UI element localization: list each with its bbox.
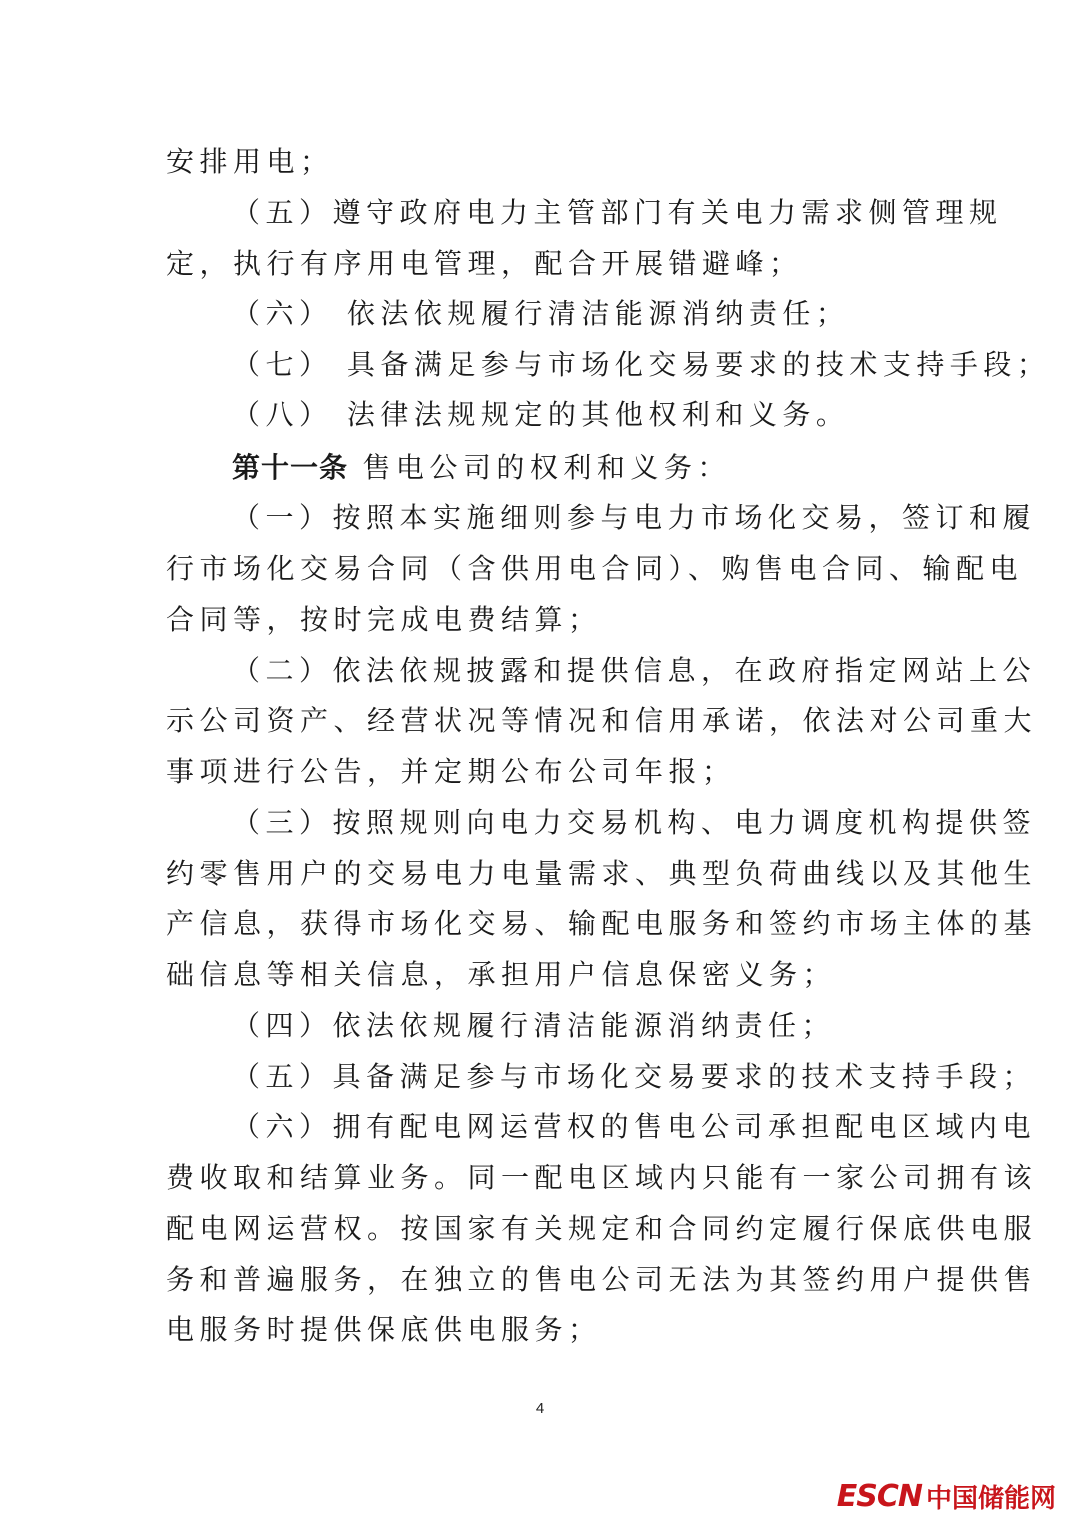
watermark-latin: ESCN [836,1478,922,1514]
text-line: 配电网运营权。按国家有关规定和合同约定履行保底供电服 [166,1212,1038,1245]
text-line: （五）遵守政府电力主管部门有关电力需求侧管理规 [232,196,1003,229]
page-number: 4 [535,1400,545,1417]
text-line: （五）具备满足参与市场化交易要求的技术支持手段； [232,1060,1037,1093]
watermark-chinese: 中国储能网 [925,1483,1056,1514]
text-line: 电服务时提供保底供电服务； [166,1313,602,1346]
text-line: 示公司资产、经营状况等情况和信用承诺，依法对公司重大 [166,704,1038,737]
text-line: （六）拥有配电网运营权的售电公司承担配电区域内电 [232,1110,1037,1143]
text-line: （三）按照规则向电力交易机构、电力调度机构提供签 [232,806,1037,839]
text-line: （八） 法律法规规定的其他权利和义务。 [232,398,850,431]
article-heading-line [232,448,932,488]
text-line: 合同等，按时完成电费结算； [166,603,602,636]
text-line: 事项进行公告，并定期公布公司年报； [166,755,736,788]
text-line: （六） 依法依规履行清洁能源消纳责任； [232,297,850,330]
text-line: （七） 具备满足参与市场化交易要求的技术支持手段； [232,348,1051,381]
text-line: 安排用电； [166,145,334,178]
text-line: 费收取和结算业务。同一配电区域内只能有一家公司拥有该 [166,1161,1038,1194]
article-title: 售电公司的权利和义务： [348,451,731,484]
text-line: 约零售用户的交易电力电量需求、典型负荷曲线以及其他生 [166,857,1038,890]
text-line: （二）依法依规披露和提供信息，在政府指定网站上公 [232,654,1037,687]
text-line: （四）依法依规履行清洁能源消纳责任； [232,1009,836,1042]
text-line: 产信息，获得市场化交易、输配电服务和签约市场主体的基 [166,907,1038,940]
text-line: 础信息等相关信息，承担用户信息保密义务； [166,958,837,991]
text-line: 定，执行有序用电管理，配合开展错避峰； [166,247,803,280]
article-number: 第十一条 [232,451,349,484]
text-line: 行市场化交易合同（含供用电合同）、购售电合同、输配电 [166,552,1024,585]
text-line: （一）按照本实施细则参与电力市场化交易，签订和履 [232,501,1037,534]
text-line: 务和普遍服务，在独立的售电公司无法为其签约用户提供售 [166,1263,1038,1296]
escn-watermark-logo [837,1476,1056,1516]
